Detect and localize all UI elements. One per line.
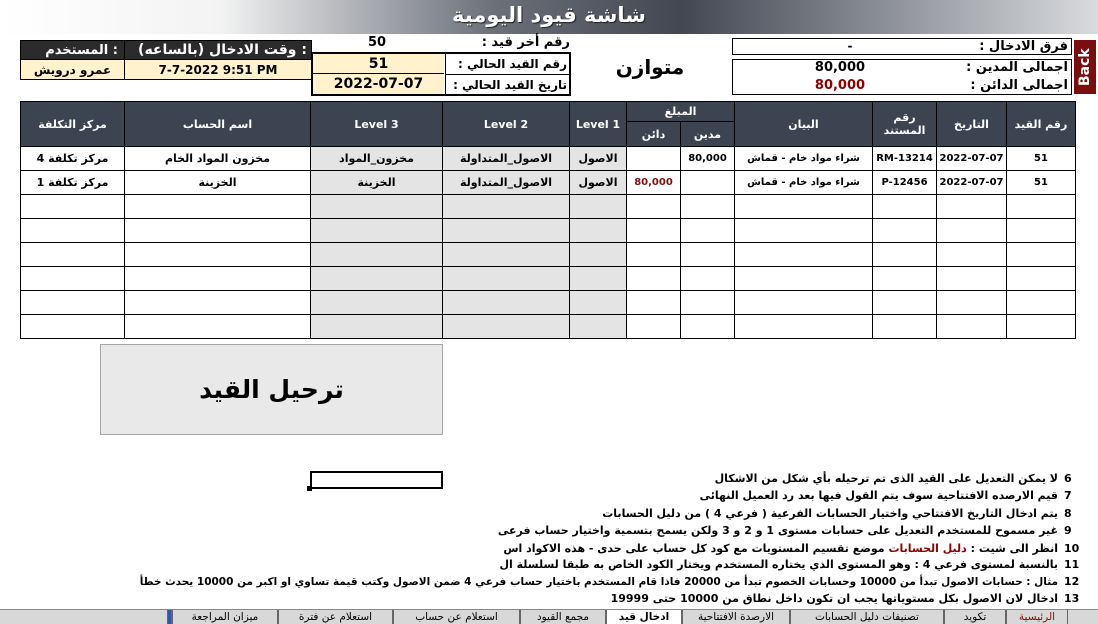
cell-doc-no[interactable]: P-12456 (873, 171, 937, 195)
cell-level3: مخزون_المواد (311, 147, 443, 171)
header-debit: مدين (681, 122, 735, 147)
tab-chart-categories[interactable]: تصنيفات دليل الحسابات (790, 610, 944, 624)
header-level2: Level 2 (443, 102, 570, 147)
cell-account-name[interactable]: مخزون المواد الخام (125, 147, 311, 171)
header-doc-no: رقم المستند (873, 102, 937, 147)
cell-description[interactable]: شراء مواد خام - قماش (735, 147, 873, 171)
cell-doc-no[interactable]: RM-13214 (873, 147, 937, 171)
last-entry-value: 50 (367, 35, 387, 50)
total-credit-label: اجمالى الدائن : (970, 78, 1068, 93)
tab-trial-balance[interactable]: ميزان المراجعة (172, 610, 278, 624)
entry-diff-label: فرق الادخال : (979, 39, 1068, 54)
page-title: شاشة قيود اليومية (452, 3, 646, 27)
fill-handle[interactable] (307, 486, 312, 491)
total-debit-label: اجمالى المدين : (966, 60, 1068, 75)
cell-entry-no: 51 (1007, 171, 1076, 195)
tab-coding[interactable]: تكويد (944, 610, 1006, 624)
header-description: البيان (735, 102, 873, 147)
last-entry-label: رقم أخر قيد : (481, 35, 570, 50)
cell-cost-center[interactable]: مركز تكلفة 1 (21, 171, 125, 195)
user-name: عمرو درويش (20, 59, 125, 80)
cell-level3: الخزينة (311, 171, 443, 195)
entry-diff-value: - (847, 39, 853, 53)
selected-cell[interactable] (310, 471, 443, 489)
entry-time-label: وقت الادخال (بالساعه) : (124, 40, 312, 60)
user-label: المستخدم : (20, 40, 125, 60)
cell-entry-no: 51 (1007, 147, 1076, 171)
total-debit-value: 80,000 (814, 60, 866, 75)
table-row-empty (21, 195, 1076, 219)
note-10: 10انظر الى شيت : دليل الحسابات موضع تقسيم المستويات مع كود كل حساب على حدى - هذه الاكواد اس (503, 542, 1080, 555)
cell-level2: الاصول_المتداولة (443, 147, 570, 171)
table-row-empty (21, 219, 1076, 243)
header-level1: Level 1 (570, 102, 627, 147)
current-date-label: تاريخ القيد الحالي : (445, 74, 569, 94)
header-amount: المبلغ (627, 102, 735, 122)
total-credit-value: 80,000 (814, 78, 866, 93)
cell-description[interactable]: شراء مواد خام - قماش (735, 171, 873, 195)
current-date-value[interactable]: 2022-07-07 (313, 74, 444, 94)
cell-level2: الاصول_المتداولة (443, 171, 570, 195)
note-7: 7قيم الارصده الافتتاحية سوف يتم القول فيها بعد رد العميل النهائى (699, 489, 1072, 502)
cell-credit[interactable] (627, 147, 681, 171)
header-level3: Level 3 (311, 102, 443, 147)
table-row-empty (21, 315, 1076, 339)
cell-date[interactable]: 2022-07-07 (937, 147, 1007, 171)
cell-account-name[interactable]: الخزينة (125, 171, 311, 195)
tab-opening-balances[interactable]: الارصدة الافتتاحية (682, 610, 790, 624)
post-entry-button[interactable]: ترحيل القيد (100, 344, 443, 435)
note-6: 6لا يمكن التعديل على القيد الذى تم ترحيله بأي شكل من الاشكال (714, 472, 1072, 485)
tab-period-inquiry[interactable]: استعلام عن فترة (278, 610, 393, 624)
tab-entries-summary[interactable]: مجمع القيود (520, 610, 606, 624)
header-account-name: اسم الحساب (125, 102, 311, 147)
current-entry-label: رقم القيد الحالي : (445, 54, 569, 74)
table-row-empty (21, 291, 1076, 315)
cell-cost-center[interactable]: مركز تكلفة 4 (21, 147, 125, 171)
sheet-tabs-bar (0, 609, 1098, 624)
cell-date[interactable]: 2022-07-07 (937, 171, 1007, 195)
header-entry-no: رقم القيد (1007, 102, 1076, 147)
cell-level1: الاصول (570, 171, 627, 195)
note-13: 13ادخال لان الاصول بكل مستوياتها يجب ان تكون داخل نطاق من 10000 حتى 19999 (610, 592, 1080, 605)
cell-debit[interactable] (681, 171, 735, 195)
tab-journal-entry[interactable]: ادخال قيد (606, 610, 682, 624)
journal-table (20, 101, 1076, 339)
note-8: 8يتم ادخال التاريخ الافتتاحي واختيار الحسابات الفرعية ( فرعي 4 ) من دليل الحسابات (602, 507, 1072, 520)
tab-scroll-indicator[interactable] (167, 610, 172, 624)
current-entry-value[interactable]: 51 (313, 54, 444, 74)
tab-home[interactable]: الرئيسية (1006, 610, 1068, 624)
table-row (21, 171, 1076, 195)
note-11: 11بالنسبة لمستوى فرعي 4 : وهو المستوى الذي يختاره المستخدم ويختار الكود الخاص به طبقا لسلسلة ال (499, 558, 1080, 571)
chart-of-accounts-link[interactable]: دليل الحسابات (888, 542, 967, 555)
table-row-empty (21, 243, 1076, 267)
note-12: 12مثال : حسابات الاصول تبدأ من 10000 وحسابات الخصوم تبدأ من 20000 فاذا قام المستخدم باختيار حساب فرعي 4 ضمن الاصول وكتب قيمة تساوي او اكبر من 10000 يحدث خطأ (139, 575, 1080, 588)
header-date: التاريخ (937, 102, 1007, 147)
header-cost-center: مركز التكلفة (21, 102, 125, 147)
note-9: 9غير مسموح للمستخدم التعديل على حسابات مستوى 1 و 2 و 3 ولكن يسمح بتسمية واختيار حساب فرعى (497, 524, 1072, 537)
table-row-empty (21, 267, 1076, 291)
table-row (21, 147, 1076, 171)
cell-level1: الاصول (570, 147, 627, 171)
entry-time-value: 7-7-2022 9:51 PM (124, 59, 312, 80)
cell-debit[interactable]: 80,000 (681, 147, 735, 171)
tab-account-inquiry[interactable]: استعلام عن حساب (393, 610, 520, 624)
header-credit: دائن (627, 122, 681, 147)
cell-credit[interactable]: 80,000 (627, 171, 681, 195)
back-button[interactable]: Back (1074, 40, 1096, 94)
balance-status: متوازن (615, 55, 685, 79)
